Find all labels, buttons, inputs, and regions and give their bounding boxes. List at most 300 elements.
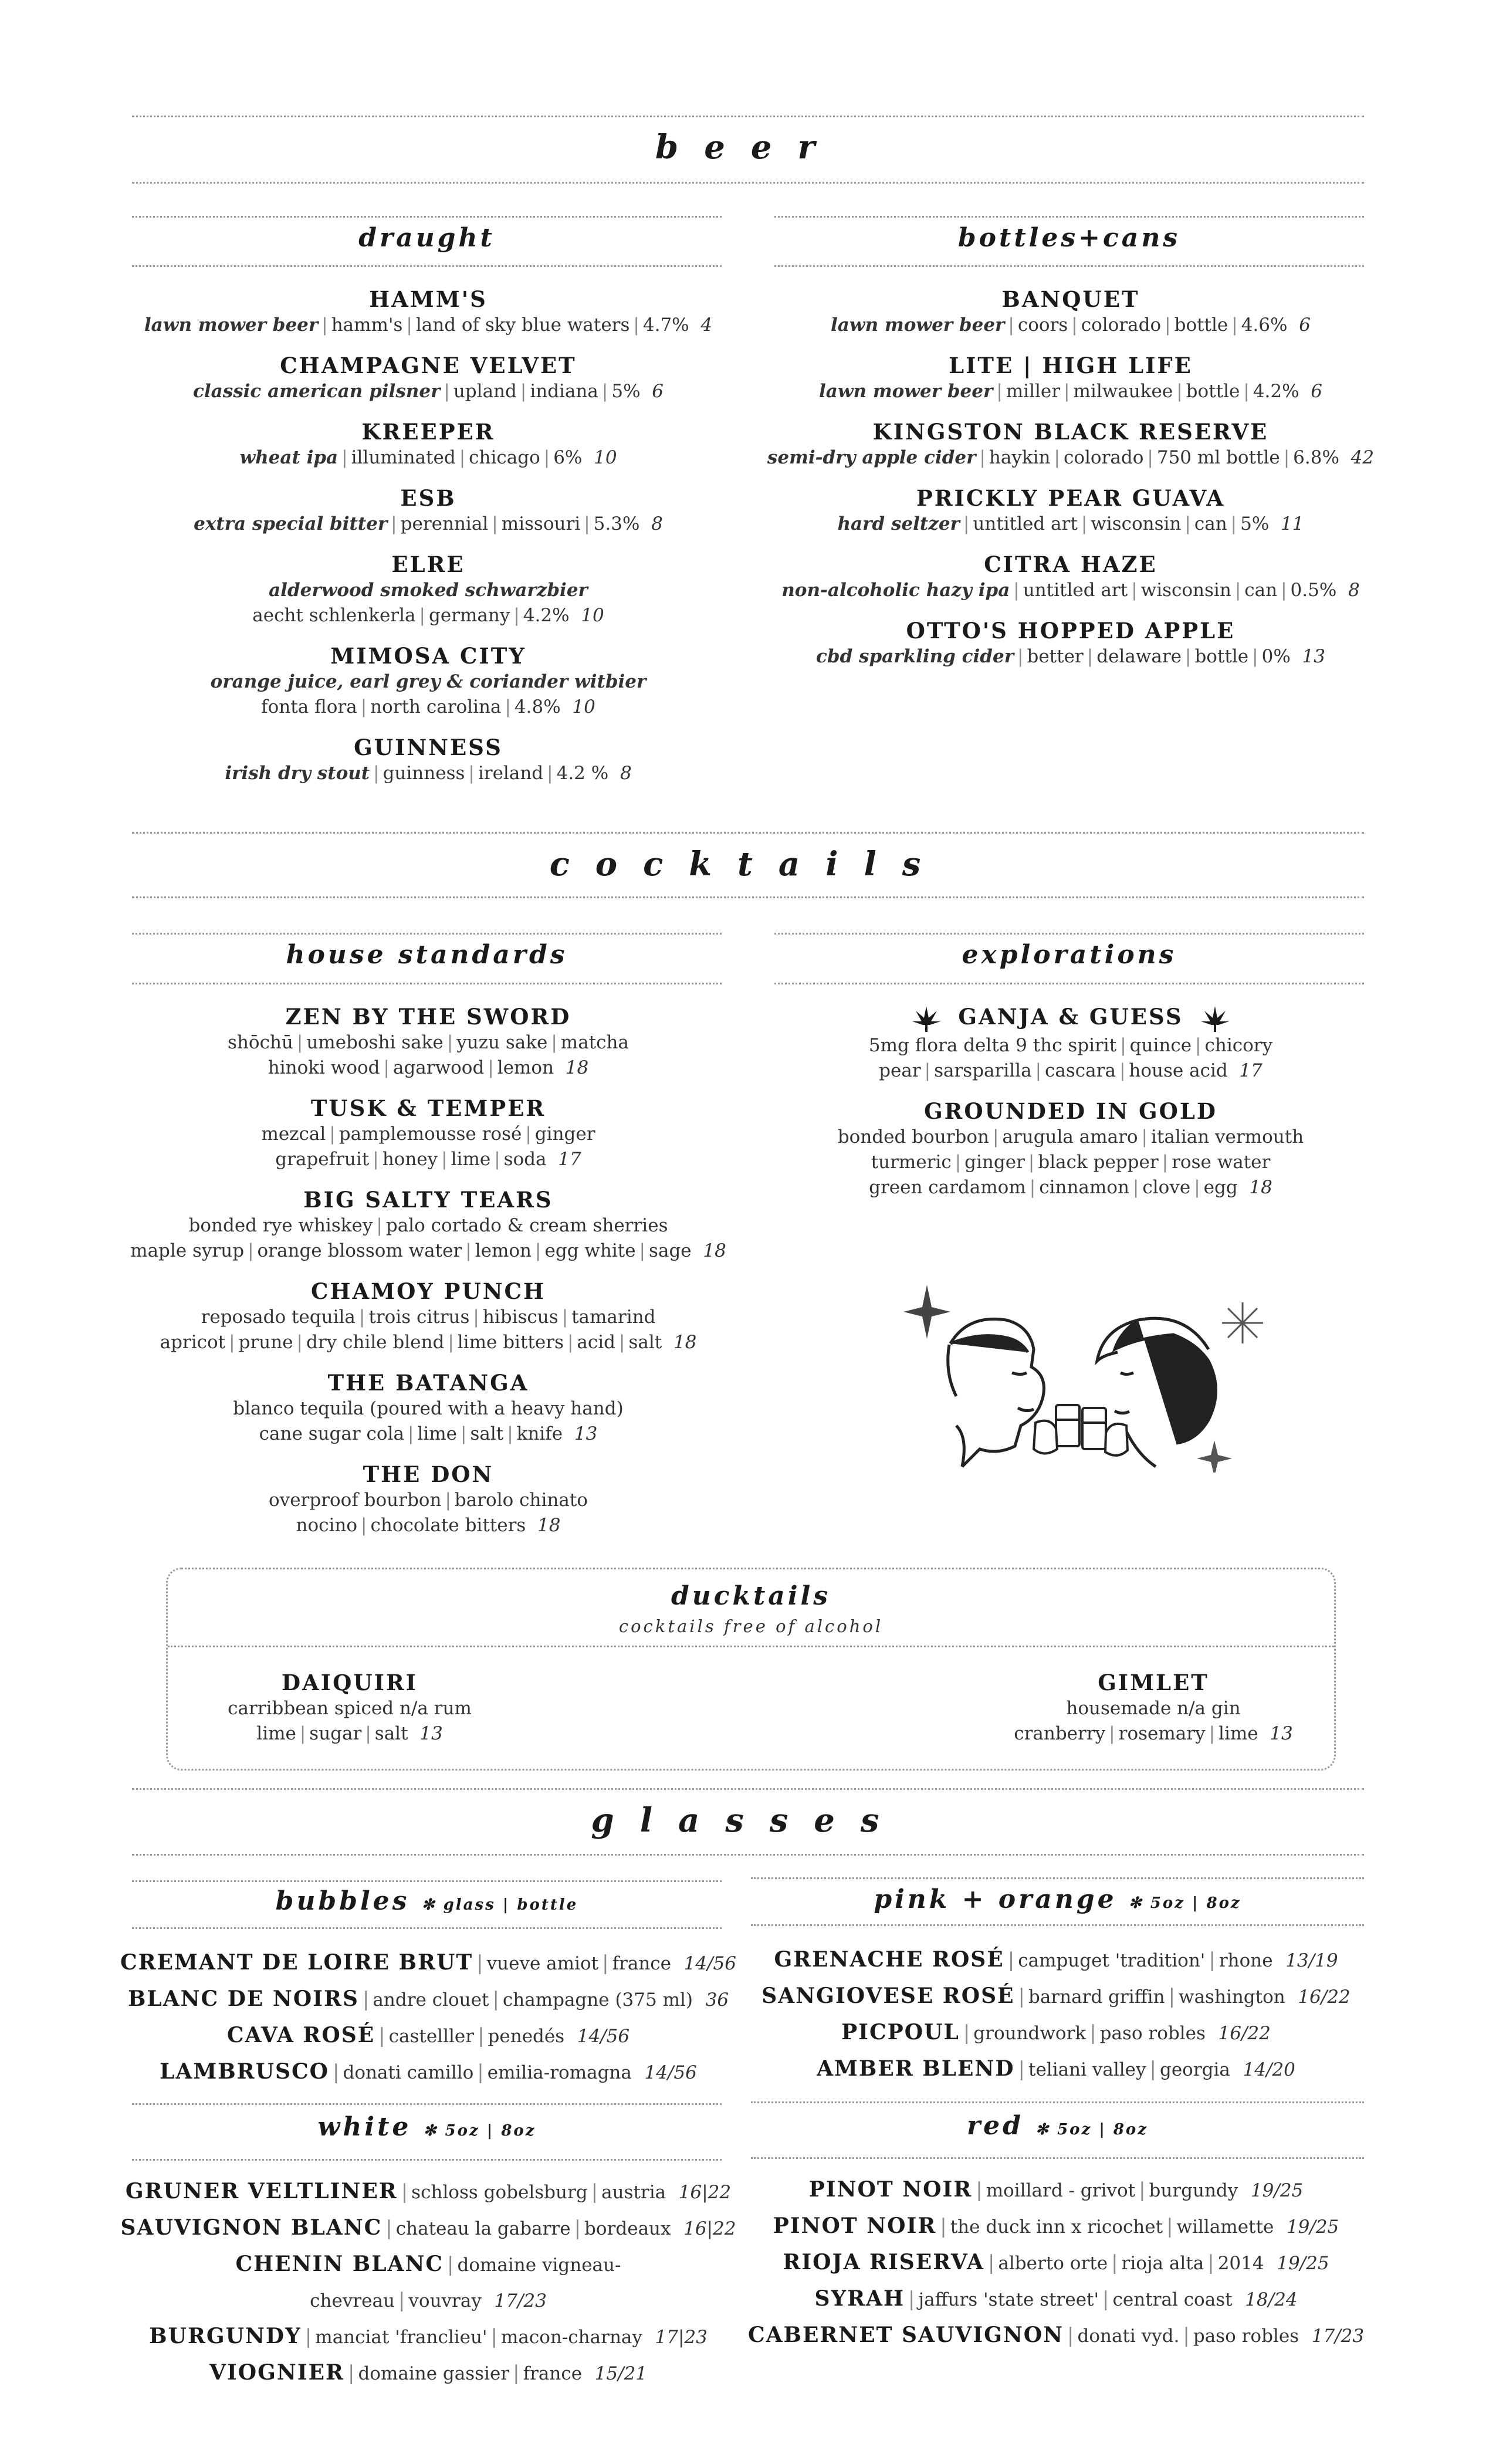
separator: | [1162,1151,1169,1173]
separator: | [473,1307,479,1328]
separator: | [1184,513,1191,534]
wine-price: 13/19 [1285,1950,1338,1971]
item-detail: agarwood [392,1057,485,1078]
separator: | [465,1240,472,1261]
menu-item [117,1278,739,1355]
menu-item [763,1098,1379,1200]
wine-price: 16|22 [678,2182,732,2203]
wine-name: LAMBRUSCO [160,2059,329,2084]
item-detail: trois citrus [368,1307,470,1328]
item-description [763,1058,1379,1084]
item-detail: cascara [1045,1060,1116,1081]
wine-name: PINOT NOIR [808,2177,973,2202]
item-style: semi-dry apple cider [767,447,976,468]
item-detail: ginger [534,1123,595,1145]
item-detail: lime [417,1423,457,1444]
item-detail: chicory [1204,1034,1273,1056]
separator: | [1207,2251,1214,2275]
white-list [117,2174,739,2391]
item-detail: dry chile blend [306,1332,445,1353]
item-price: 18 [1249,1176,1272,1198]
menu-item [117,1369,739,1447]
wine-name: CAVA ROSÉ [226,2023,375,2047]
separator: | [1283,447,1290,468]
wine-detail: emilia-romagna [487,2062,632,2083]
separator: | [525,1123,532,1145]
section-title-glasses: glasses [591,1801,905,1840]
divider [132,2159,722,2161]
wine-detail: groundwork [973,2023,1087,2044]
divider [132,896,1364,898]
item-description [117,1213,739,1238]
wine-detail: france [523,2363,583,2384]
separator: | [639,1240,646,1261]
menu-item [763,485,1379,537]
item-detail: untitled art [1023,580,1128,601]
item-detail: 5mg flora delta 9 thc spirit [868,1034,1117,1056]
separator: | [513,2361,520,2385]
item-detail: umeboshi sake [306,1032,444,1053]
wine-price: 16|22 [683,2218,736,2239]
separator: | [1102,2287,1109,2311]
ducktails-right [1007,1669,1300,1761]
item-price: 17 [1239,1060,1263,1081]
separator: | [398,2289,405,2312]
item-name: THE DON [363,1461,494,1487]
item-name: BANQUET [1001,286,1140,312]
bubbles-title-text: bubbles [275,1886,410,1916]
wine-price: 16/22 [1298,1986,1351,2008]
wine-detail: donati vyd. [1077,2326,1180,2347]
ducktails-title: ducktails [671,1581,831,1611]
wine-name: SAUVIGNON BLANC [120,2215,383,2240]
glass-icon [1056,1405,1106,1449]
separator: | [1183,2324,1190,2347]
item-name: PRICKLY PEAR GUAVA [916,485,1226,511]
separator: | [1195,1034,1201,1056]
item-detail: 4.8% [514,696,561,717]
item-detail: lemon [475,1240,532,1261]
bubbles-title [132,1886,722,1916]
red-sizes: ✻ 5oz | 8oz [1035,2121,1149,2138]
item-name: TUSK & TEMPER [310,1095,546,1121]
item-description [763,313,1379,338]
wine-name: GRENACHE ROSÉ [774,1947,1004,1972]
separator: | [1013,580,1020,601]
separator: | [476,1951,483,1975]
item-price: 8 [620,763,632,784]
wine-detail: teliani valley [1028,2059,1146,2080]
separator: | [1017,646,1024,667]
item-detail: wisconsin [1140,580,1231,601]
wine-price: 14/56 [577,2026,630,2047]
separator: | [492,1988,499,2011]
divider [132,1854,1364,1856]
item-detail: hamm's [331,314,403,336]
item-detail: haykin [989,447,1051,468]
item-detail: maple syrup [130,1240,245,1261]
wine-detail: castelller [388,2026,475,2047]
item-detail: turmeric [871,1151,952,1173]
divider [132,832,1364,834]
wine-price: 19/25 [1250,2180,1304,2201]
item-detail: lemon [497,1057,554,1078]
wine-name: SYRAH [814,2286,905,2311]
separator: | [362,1988,370,2011]
separator: | [391,513,397,534]
wine-detail: domaine gassier [358,2363,510,2384]
divider [774,216,1364,218]
wine-detail: rhone [1219,1950,1273,1971]
separator: | [1035,1060,1042,1081]
red-list [739,2172,1373,2354]
wine-price: 14/56 [644,2062,697,2083]
separator: | [304,2325,312,2348]
item-description [763,578,1379,603]
item-detail: mezcal [261,1123,326,1145]
separator: | [601,381,608,402]
item-name-text: GANJA & GUESS [958,1004,1183,1030]
item-detail: ginger [964,1151,1025,1173]
item-detail: salt [628,1332,662,1353]
wine-price: 19/25 [1277,2253,1329,2274]
item-detail: soda [503,1149,547,1170]
item-detail: 4.6% [1241,314,1288,336]
separator: | [1231,314,1238,336]
menu-item [1007,1669,1300,1747]
wine-row [117,2355,739,2391]
separator: | [1018,1985,1025,2008]
item-detail: better [1027,646,1084,667]
separator: | [507,1423,513,1444]
divider [168,1646,1334,1647]
item-detail: sage [649,1240,692,1261]
separator: | [1007,1948,1015,1972]
man-figure [948,1319,1044,1467]
separator: | [513,605,520,626]
item-detail: barolo chinato [454,1490,588,1511]
item-description [117,761,739,786]
separator: | [1132,1176,1139,1198]
wine-name: BLANC DE NOIRS [127,1986,359,2011]
item-detail: 4.2 % [556,763,609,784]
item-price: 18 [673,1332,697,1353]
separator: | [1008,314,1014,336]
wine-detail: donati camillo [343,2062,474,2083]
cannabis-leaf-icon [1200,1005,1230,1033]
separator: | [360,696,367,717]
item-description [763,379,1379,404]
item-price: 10 [581,605,604,626]
wine-row [739,2245,1373,2281]
separator: | [976,2178,983,2202]
item-detail: lime bitters [457,1332,564,1353]
divider [774,983,1364,984]
separator: | [296,1332,303,1353]
separator: | [299,1723,306,1744]
item-name: DAIQUIRI [282,1670,418,1695]
divider [751,2101,1364,2103]
separator: | [1119,1060,1126,1081]
wine-detail: vueve amiot [486,1953,599,1974]
separator: | [551,1032,557,1053]
separator: | [447,2253,454,2276]
menu-item [117,642,739,720]
wine-row [739,2172,1373,2208]
wine-price: 14/56 [683,1953,736,1974]
wine-row [117,2174,739,2210]
separator: | [321,314,328,336]
item-detail: 6.8% [1293,447,1339,468]
separator: | [1185,646,1192,667]
separator: | [477,2060,484,2084]
menu-item [763,617,1379,669]
separator: | [296,1032,303,1053]
item-detail: miller [1006,381,1061,402]
item-detail: 4.7% [642,314,689,336]
item-description [117,669,739,695]
menu-item [117,485,739,537]
item-price: 18 [537,1515,561,1536]
item-detail: delaware [1096,646,1182,667]
separator: | [446,1032,453,1053]
item-detail: pamplemousse rosé [339,1123,522,1145]
white-sizes: ✻ 5oz | 8oz [423,2122,536,2140]
item-description [117,1421,739,1447]
item-description [117,578,739,603]
separator: | [1149,2057,1156,2081]
item-detail: colorado [1081,314,1162,336]
item-detail: italian vermouth [1151,1126,1304,1148]
separator: | [1081,513,1088,534]
menu-item [117,1186,739,1264]
item-price: 13 [1302,646,1325,667]
item-detail: sarsparilla [934,1060,1032,1081]
separator: | [619,1332,625,1353]
item-name: CHAMOY PUNCH [311,1278,546,1304]
item-name: GROUNDED IN GOLD [924,1098,1217,1124]
bubbles-list [117,1945,739,2090]
item-detail: palo cortado & cream sherries [385,1215,668,1236]
item-name: KINGSTON BLACK RESERVE [872,419,1269,445]
item-price: 4 [700,314,713,336]
divider [132,116,1364,117]
separator: | [448,1332,454,1353]
item-detail: lime [256,1723,296,1744]
item-price: 10 [572,696,595,717]
separator: | [547,763,553,784]
divider [751,2157,1364,2159]
separator: | [992,1126,999,1148]
ducktails-left [203,1669,496,1761]
item-detail: 5% [611,381,641,402]
white-title-text: white [317,2112,412,2142]
wine-name: CHENIN BLANC [235,2252,444,2276]
menu-item [117,352,739,404]
item-name: CHAMPAGNE VELVET [280,353,577,378]
menu-item [117,1095,739,1172]
item-description [763,644,1379,669]
separator: | [358,1307,365,1328]
item-style: lawn mower beer [818,381,993,402]
wine-detail: bordeaux [584,2218,671,2239]
item-style: alderwood smoked schwarzbier [269,580,588,601]
divider [751,1877,1364,1879]
separator: | [248,1240,254,1261]
divider [132,265,722,267]
cannabis-leaf-icon [911,1005,942,1033]
wine-name: RIOJA RISERVA [783,2250,984,2275]
wine-name: CABERNET SAUVIGNON [747,2323,1064,2347]
wine-detail: macon-charnay [500,2327,642,2348]
separator: | [1209,1948,1216,1972]
pink-orange-list [739,1942,1373,2087]
separator: | [1089,2021,1096,2045]
wine-detail: penedés [488,2026,565,2047]
item-name: OTTO'S HOPPED APPLE [906,618,1236,644]
separator: | [488,1057,494,1078]
item-style: classic american pilsner [193,381,441,402]
separator: | [1141,1126,1148,1148]
item-detail: rosemary [1118,1723,1206,1744]
ducktails-box [166,1568,1336,1771]
menu-item [117,551,739,628]
separator: | [383,1057,390,1078]
separator: | [979,447,986,468]
separator: | [478,2024,485,2047]
item-detail: arugula amaro [1002,1126,1138,1148]
item-detail: green cardamom [869,1176,1026,1198]
separator: | [591,2180,598,2204]
wine-row [739,2051,1373,2087]
item-detail: 750 ml bottle [1156,447,1280,468]
wine-row [117,2246,739,2319]
item-detail: can [1194,513,1227,534]
wine-detail: domaine vigneau-chevreau [310,2255,621,2311]
item-detail: bottle [1186,381,1240,402]
item-name: CITRA HAZE [984,551,1157,577]
wine-price: 17/23 [494,2290,547,2311]
separator: | [376,1215,383,1236]
sparkle-icon [903,1285,950,1339]
item-detail: house acid [1129,1060,1228,1081]
item-detail: 5% [1240,513,1270,534]
separator: | [444,381,450,402]
item-price: 6 [652,381,664,402]
item-detail: north carolina [370,696,502,717]
item-description [117,1330,739,1355]
item-style: lawn mower beer [144,314,319,336]
separator: | [1139,2178,1146,2202]
item-detail: hinoki wood [268,1057,380,1078]
item-name: THE BATANGA [327,1370,529,1396]
divider [132,1880,722,1882]
divider [132,216,722,218]
item-detail: knife [516,1423,563,1444]
divider [132,182,1364,184]
wine-detail: rioja alta [1121,2253,1204,2274]
item-description [763,1150,1379,1175]
separator: | [1166,2215,1173,2238]
separator: | [347,2361,355,2385]
separator: | [329,1123,336,1145]
wine-detail: 2014 [1217,2253,1264,2274]
explorations-title: explorations [962,940,1177,970]
wine-name: BURGUNDY [149,2324,302,2348]
item-price: 42 [1351,447,1375,468]
item-detail: egg white [544,1240,636,1261]
item-detail: matcha [560,1032,629,1053]
item-detail: salt [470,1423,504,1444]
white-title [132,2112,722,2142]
item-style: orange juice, earl grey & coriander witbier [210,671,647,692]
wine-detail: paso robles [1193,2326,1299,2347]
wine-detail: the duck inn x ricochet [950,2216,1163,2238]
item-detail: honey [382,1149,438,1170]
wine-row [117,1981,739,2018]
wine-price: 15/21 [594,2363,648,2384]
item-price: 6 [1299,314,1311,336]
item-detail: perennial [400,513,489,534]
item-name: ZEN BY THE SWORD [285,1004,571,1030]
item-detail: grapefruit [275,1149,370,1170]
separator: | [1087,646,1094,667]
menu-item [117,1461,739,1538]
wine-price: 19/25 [1286,2216,1339,2238]
item-description [117,512,739,537]
separator: | [1018,2057,1025,2081]
item-name: ELRE [391,551,465,577]
separator: | [520,381,527,402]
separator: | [543,447,550,468]
item-detail: lime [1219,1723,1258,1744]
item-detail: chocolate bitters [370,1515,526,1536]
wine-price: 17|23 [655,2327,708,2348]
item-description [117,313,739,338]
item-name: ESB [400,485,456,511]
item-description [117,603,739,628]
draught-title: draught [358,223,495,253]
separator: | [561,1307,568,1328]
wine-row [117,2319,739,2355]
separator: | [461,1423,467,1444]
item-description [117,1305,739,1330]
item-detail: yuzu sake [456,1032,548,1053]
separator: | [1147,447,1153,468]
item-name: BIG SALTY TEARS [303,1187,553,1213]
item-name: KREEPER [361,419,495,445]
item-detail: 0.5% [1290,580,1337,601]
item-description [117,1030,739,1055]
pink-orange-title [751,1884,1364,1914]
item-detail: salt [374,1723,408,1744]
item-detail: ireland [478,763,544,784]
item-price: 17 [558,1149,581,1170]
item-style: extra special bitter [194,513,388,534]
separator: | [441,1149,448,1170]
separator: | [445,1490,451,1511]
item-detail: black pepper [1038,1151,1159,1173]
item-description [117,445,739,471]
red-title-text: red [966,2111,1024,2141]
separator: | [996,381,1003,402]
item-detail: colorado [1063,447,1144,468]
separator: | [924,1060,931,1081]
item-detail: 4.2% [1253,381,1299,402]
separator: | [373,763,380,784]
item-detail: bonded bourbon [837,1126,989,1148]
item-detail: 4.2% [523,605,570,626]
